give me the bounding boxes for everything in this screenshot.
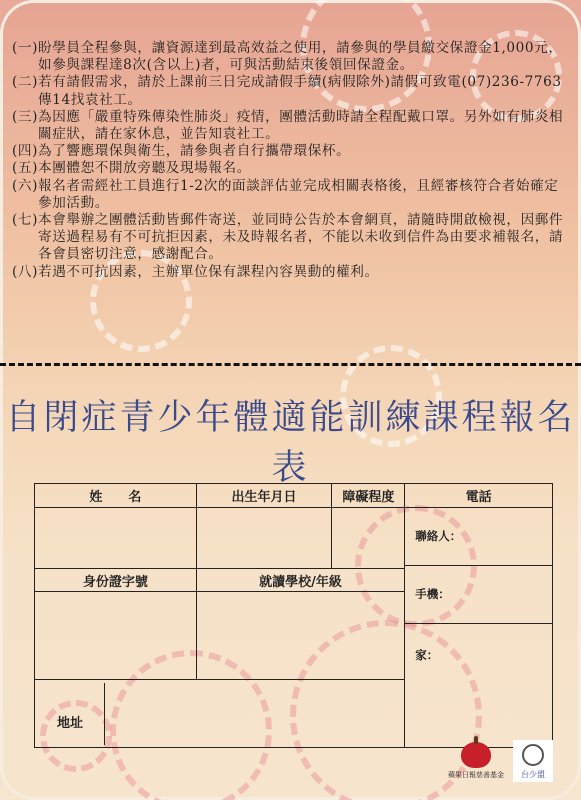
notice-number: (六) xyxy=(12,177,39,194)
youth-alliance-mark-icon xyxy=(522,744,544,766)
contact-person-label: 聯絡人： xyxy=(415,529,462,544)
notice-text: 本會舉辦之團體活動皆郵件寄送，並同時公告於本會網頁，請隨時開啟檢視，因郵件寄送過程易有不可抗拒因素，未及時報名者，不能以未收到信件為由要求補報名，請各會員密切注意，感謝配合。 xyxy=(38,212,564,263)
mobile-field[interactable] xyxy=(405,566,552,624)
apple-foundation-logo xyxy=(448,742,504,782)
apple-icon xyxy=(461,742,491,768)
school-header: 就讀學校/年級 xyxy=(196,568,405,592)
notice-text: 本團體恕不開放旁聽及現場報名。 xyxy=(38,160,251,177)
notice-text: 若遇不可抗因素，主辦單位保有課程內容異動的權利。 xyxy=(38,263,379,280)
notice-text: 報名者需經社工員進行1-2次的面談評估並完成相關表格後，且經審核符合者始確定參加活動。 xyxy=(38,177,559,211)
sponsor-logos xyxy=(448,740,553,782)
notice-item xyxy=(12,178,572,212)
notice-number: (二) xyxy=(12,74,39,91)
birthday-field[interactable] xyxy=(196,507,332,568)
notice-item xyxy=(12,212,572,264)
contact-person-field[interactable] xyxy=(405,508,552,566)
notice-text: 盼學員全程參與，讓資源達到最高效益之使用，請參與的學員繳交保證金1,000元，如參與課程達8次(含以上)者，可與活動結束後領回保證金。 xyxy=(38,40,563,74)
notice-number: (四) xyxy=(12,143,39,160)
form-title: 自閉症青少年體適能訓練課程報名表 xyxy=(5,398,576,488)
notice-number: (七) xyxy=(12,212,39,229)
notice-list xyxy=(12,40,572,281)
notice-number: (八) xyxy=(12,263,39,280)
notice-number: (三) xyxy=(12,108,39,125)
notice-item xyxy=(12,74,572,108)
mobile-label: 手機： xyxy=(415,587,450,602)
birthday-header: 出生年月日 xyxy=(196,484,332,508)
id-number-header: 身份證字號 xyxy=(35,568,197,592)
youth-alliance-label: 台少盟 xyxy=(521,770,545,779)
apple-foundation-label: 蘋果日報慈善基金 xyxy=(448,771,504,779)
school-field[interactable] xyxy=(196,592,405,680)
notice-item xyxy=(12,264,572,281)
phone-header: 電話 xyxy=(405,484,553,508)
address-field[interactable] xyxy=(105,683,552,745)
address-label-cell xyxy=(35,683,105,745)
notice-text: 若有請假需求，請於上課前三日完成請假手續(病假除外)請假可致電(07)236-7763傳14找袁社工。 xyxy=(38,74,562,108)
notice-item xyxy=(12,143,572,160)
home-phone-field[interactable] xyxy=(405,624,552,686)
disability-field[interactable] xyxy=(332,507,405,568)
cut-line-divider xyxy=(0,363,581,366)
home-phone-label: 家： xyxy=(415,647,439,662)
name-header: 姓 名 xyxy=(35,484,197,508)
disability-header: 障礙程度 xyxy=(332,484,405,508)
notice-item xyxy=(12,109,572,143)
notice-text: 為了響應環保與衛生，請參與者自行攜帶環保杯。 xyxy=(38,143,351,160)
notice-item xyxy=(12,40,572,74)
youth-alliance-logo xyxy=(513,740,553,782)
name-field[interactable] xyxy=(35,507,197,568)
notice-item xyxy=(12,160,572,177)
notice-number: (五) xyxy=(12,160,39,177)
id-number-field[interactable] xyxy=(35,592,197,680)
notice-number: (一) xyxy=(12,40,39,56)
notice-text: 為因應「嚴重特殊傳染性肺炎」疫情，團體活動時請全程配戴口罩。另外如有肺炎相關症狀，請在家休息，並告知袁社工。 xyxy=(38,108,564,143)
address-label: 地址 xyxy=(57,715,84,731)
registration-form-table xyxy=(34,483,553,748)
